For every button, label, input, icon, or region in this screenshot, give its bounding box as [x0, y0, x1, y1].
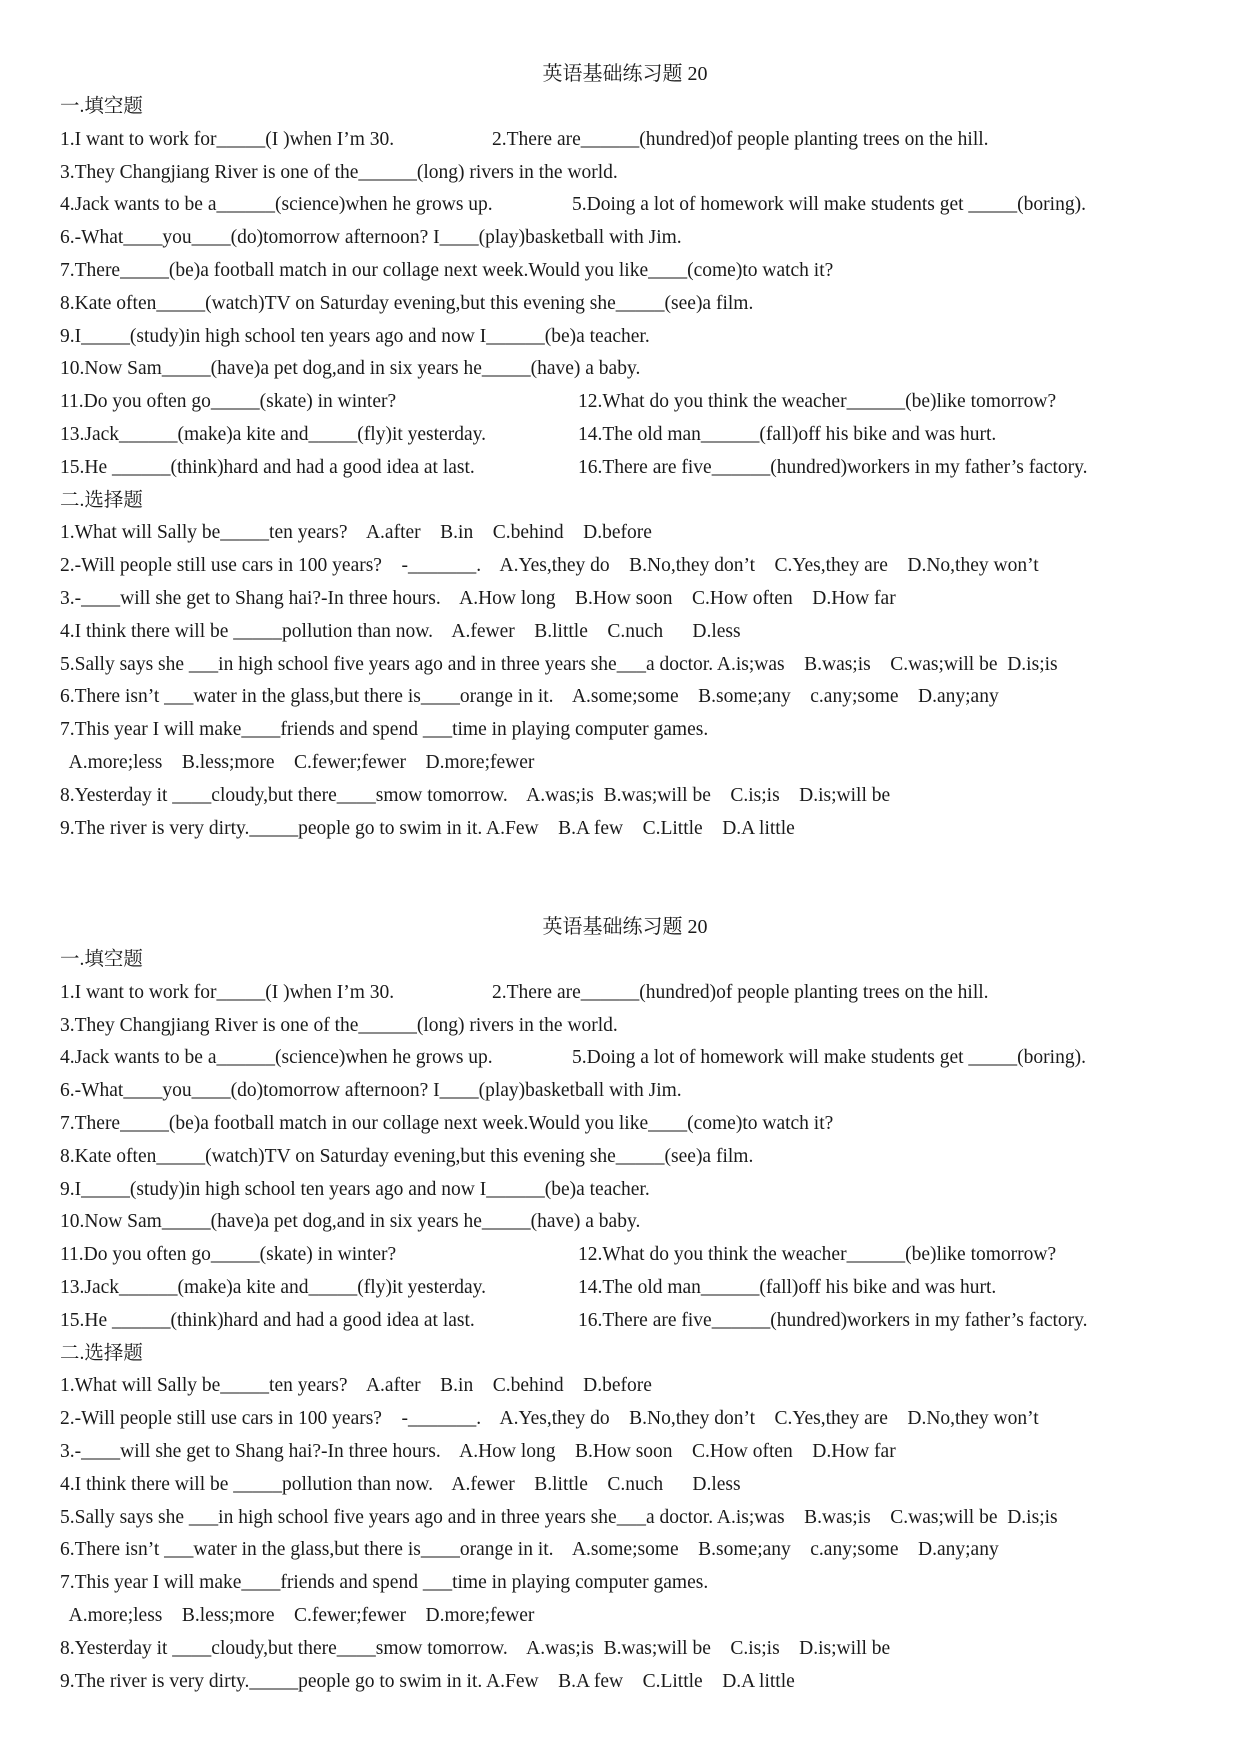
fill-question-1: 1.I want to work for_____(I )when I’m 30. — [60, 981, 395, 1003]
fill-question-11: 11.Do you often go_____(skate) in winter? — [60, 1244, 397, 1266]
fill-question-2: 2.There are______(hundred)of people planting trees on the hill. — [492, 981, 989, 1003]
question-row — [60, 1239, 1190, 1272]
choice-question-9: 9.The river is very dirty._____people go to swim in it. A.Few B.A few C.Little D.A little — [60, 1670, 795, 1692]
fill-question-16: 16.There are five______(hundred)workers in my father’s factory. — [578, 1309, 1088, 1331]
choice-question-5: 5.Sally says she ___in high school five years ago and in three years she___a doctor. A.is;was B.was;is C.was;will be D.is;is — [60, 1506, 1058, 1528]
fill-question-14: 14.The old man______(fall)off his bike and was hurt. — [578, 423, 997, 445]
fill-question-7: 7.There_____(be)a football match in our collage next week.Would you like____(come)to watch it? — [60, 1112, 834, 1134]
worksheet-title: 英语基础练习题 20 — [542, 63, 708, 85]
choice-question-6: 6.There isn’t ___water in the glass,but there is____orange in it. A.some;some B.some;any c.any;some D.any;any — [60, 686, 999, 708]
fill-question-3: 3.They Changjiang River is one of the______(long) rivers in the world. — [60, 161, 618, 183]
choice-question-8: 8.Yesterday it ____cloudy,but there____smow tomorrow. A.was;is B.was;will be C.is;is D.is;will be — [60, 784, 891, 806]
fill-question-10: 10.Now Sam_____(have)a pet dog,and in six years he_____(have) a baby. — [60, 358, 641, 380]
question-row — [60, 189, 1190, 222]
worksheet-copy-1 — [60, 58, 1190, 845]
section-heading-choice: 二.选择题 — [60, 489, 143, 511]
section-heading-fill-in: 一.填空题 — [60, 949, 143, 970]
fill-question-6: 6.-What____you____(do)tomorrow afternoon? I____(play)basketball with Jim. — [60, 227, 682, 249]
fill-question-14: 14.The old man______(fall)off his bike and was hurt. — [578, 1276, 997, 1298]
choice-question-2: 2.-Will people still use cars in 100 years? -_______. A.Yes,they do B.No,they don’t C.Yes,they are D.No,they won’t — [60, 1408, 1039, 1430]
section-heading-choice: 二.选择题 — [60, 1342, 143, 1364]
fill-question-6: 6.-What____you____(do)tomorrow afternoon? I____(play)basketball with Jim. — [60, 1080, 682, 1102]
choice-question-7: 7.This year I will make____friends and spend ___time in playing computer games. — [60, 719, 709, 741]
fill-question-4: 4.Jack wants to be a______(science)when he grows up. — [60, 194, 493, 216]
fill-question-7: 7.There_____(be)a football match in our collage next week.Would you like____(come)to watch it? — [60, 259, 834, 281]
fill-question-9: 9.I_____(study)in high school ten years ago and now I______(be)a teacher. — [60, 325, 650, 347]
fill-question-5: 5.Doing a lot of homework will make students get _____(boring). — [572, 1047, 1086, 1069]
fill-question-8: 8.Kate often_____(watch)TV on Saturday evening,but this evening she_____(see)a film. — [60, 292, 754, 314]
fill-question-8: 8.Kate often_____(watch)TV on Saturday evening,but this evening she_____(see)a film. — [60, 1145, 754, 1167]
worksheet-copy-2 — [60, 911, 1190, 1698]
question-row — [60, 1305, 1190, 1338]
choice-question-5: 5.Sally says she ___in high school five years ago and in three years she___a doctor. A.is;was B.was;is C.was;will be D.is;is — [60, 653, 1058, 675]
fill-question-15: 15.He ______(think)hard and had a good idea at last. — [60, 456, 475, 478]
choice-question-8: 8.Yesterday it ____cloudy,but there____smow tomorrow. A.was;is B.was;will be C.is;is D.is;will be — [60, 1637, 891, 1659]
section-heading-fill-in: 一.填空题 — [60, 96, 143, 117]
fill-question-1: 1.I want to work for_____(I )when I’m 30. — [60, 128, 395, 150]
fill-question-2: 2.There are______(hundred)of people planting trees on the hill. — [492, 128, 989, 150]
fill-question-16: 16.There are five______(hundred)workers in my father’s factory. — [578, 456, 1088, 478]
question-row — [60, 1272, 1190, 1305]
fill-question-4: 4.Jack wants to be a______(science)when he grows up. — [60, 1047, 493, 1069]
fill-question-12: 12.What do you think the weacher______(be)like tomorrow? — [578, 391, 1057, 413]
fill-question-15: 15.He ______(think)hard and had a good idea at last. — [60, 1309, 475, 1331]
choice-question-7: 7.This year I will make____friends and spend ___time in playing computer games. — [60, 1572, 709, 1594]
fill-question-11: 11.Do you often go_____(skate) in winter? — [60, 391, 397, 413]
choice-question-6: 6.There isn’t ___water in the glass,but there is____orange in it. A.some;some B.some;any c.any;some D.any;any — [60, 1539, 999, 1561]
fill-question-3: 3.They Changjiang River is one of the______(long) rivers in the world. — [60, 1014, 618, 1036]
question-row — [60, 452, 1190, 485]
fill-question-9: 9.I_____(study)in high school ten years ago and now I______(be)a teacher. — [60, 1178, 650, 1200]
fill-question-10: 10.Now Sam_____(have)a pet dog,and in six years he_____(have) a baby. — [60, 1211, 641, 1233]
choice-question-4: 4.I think there will be _____pollution than now. A.fewer B.little C.nuch D.less — [60, 620, 741, 642]
question-row — [60, 1042, 1190, 1075]
choice-question-4: 4.I think there will be _____pollution than now. A.fewer B.little C.nuch D.less — [60, 1473, 741, 1495]
choice-question-2: 2.-Will people still use cars in 100 years? -_______. A.Yes,they do B.No,they don’t C.Yes,they are D.No,they won’t — [60, 555, 1039, 577]
question-row — [60, 124, 1190, 157]
question-row — [60, 386, 1190, 419]
worksheet-title: 英语基础练习题 20 — [542, 916, 708, 938]
choice-question-9: 9.The river is very dirty._____people go to swim in it. A.Few B.A few C.Little D.A little — [60, 817, 795, 839]
choice-question-3: 3.-____will she get to Shang hai?-In three hours. A.How long B.How soon C.How often D.How far — [60, 1440, 896, 1462]
choice-question-1: 1.What will Sally be_____ten years? A.after B.in C.behind D.before — [60, 522, 652, 544]
fill-question-13: 13.Jack______(make)a kite and_____(fly)it yesterday. — [60, 423, 486, 445]
question-row — [60, 977, 1190, 1010]
fill-question-5: 5.Doing a lot of homework will make students get _____(boring). — [572, 194, 1086, 216]
choice-question-7-options: A.more;less B.less;more C.fewer;fewer D.more;fewer — [60, 1604, 535, 1626]
choice-question-1: 1.What will Sally be_____ten years? A.after B.in C.behind D.before — [60, 1375, 652, 1397]
choice-question-3: 3.-____will she get to Shang hai?-In three hours. A.How long B.How soon C.How often D.How far — [60, 587, 896, 609]
question-row — [60, 419, 1190, 452]
choice-question-7-options: A.more;less B.less;more C.fewer;fewer D.more;fewer — [60, 751, 535, 773]
fill-question-12: 12.What do you think the weacher______(be)like tomorrow? — [578, 1244, 1057, 1266]
fill-question-13: 13.Jack______(make)a kite and_____(fly)it yesterday. — [60, 1276, 486, 1298]
